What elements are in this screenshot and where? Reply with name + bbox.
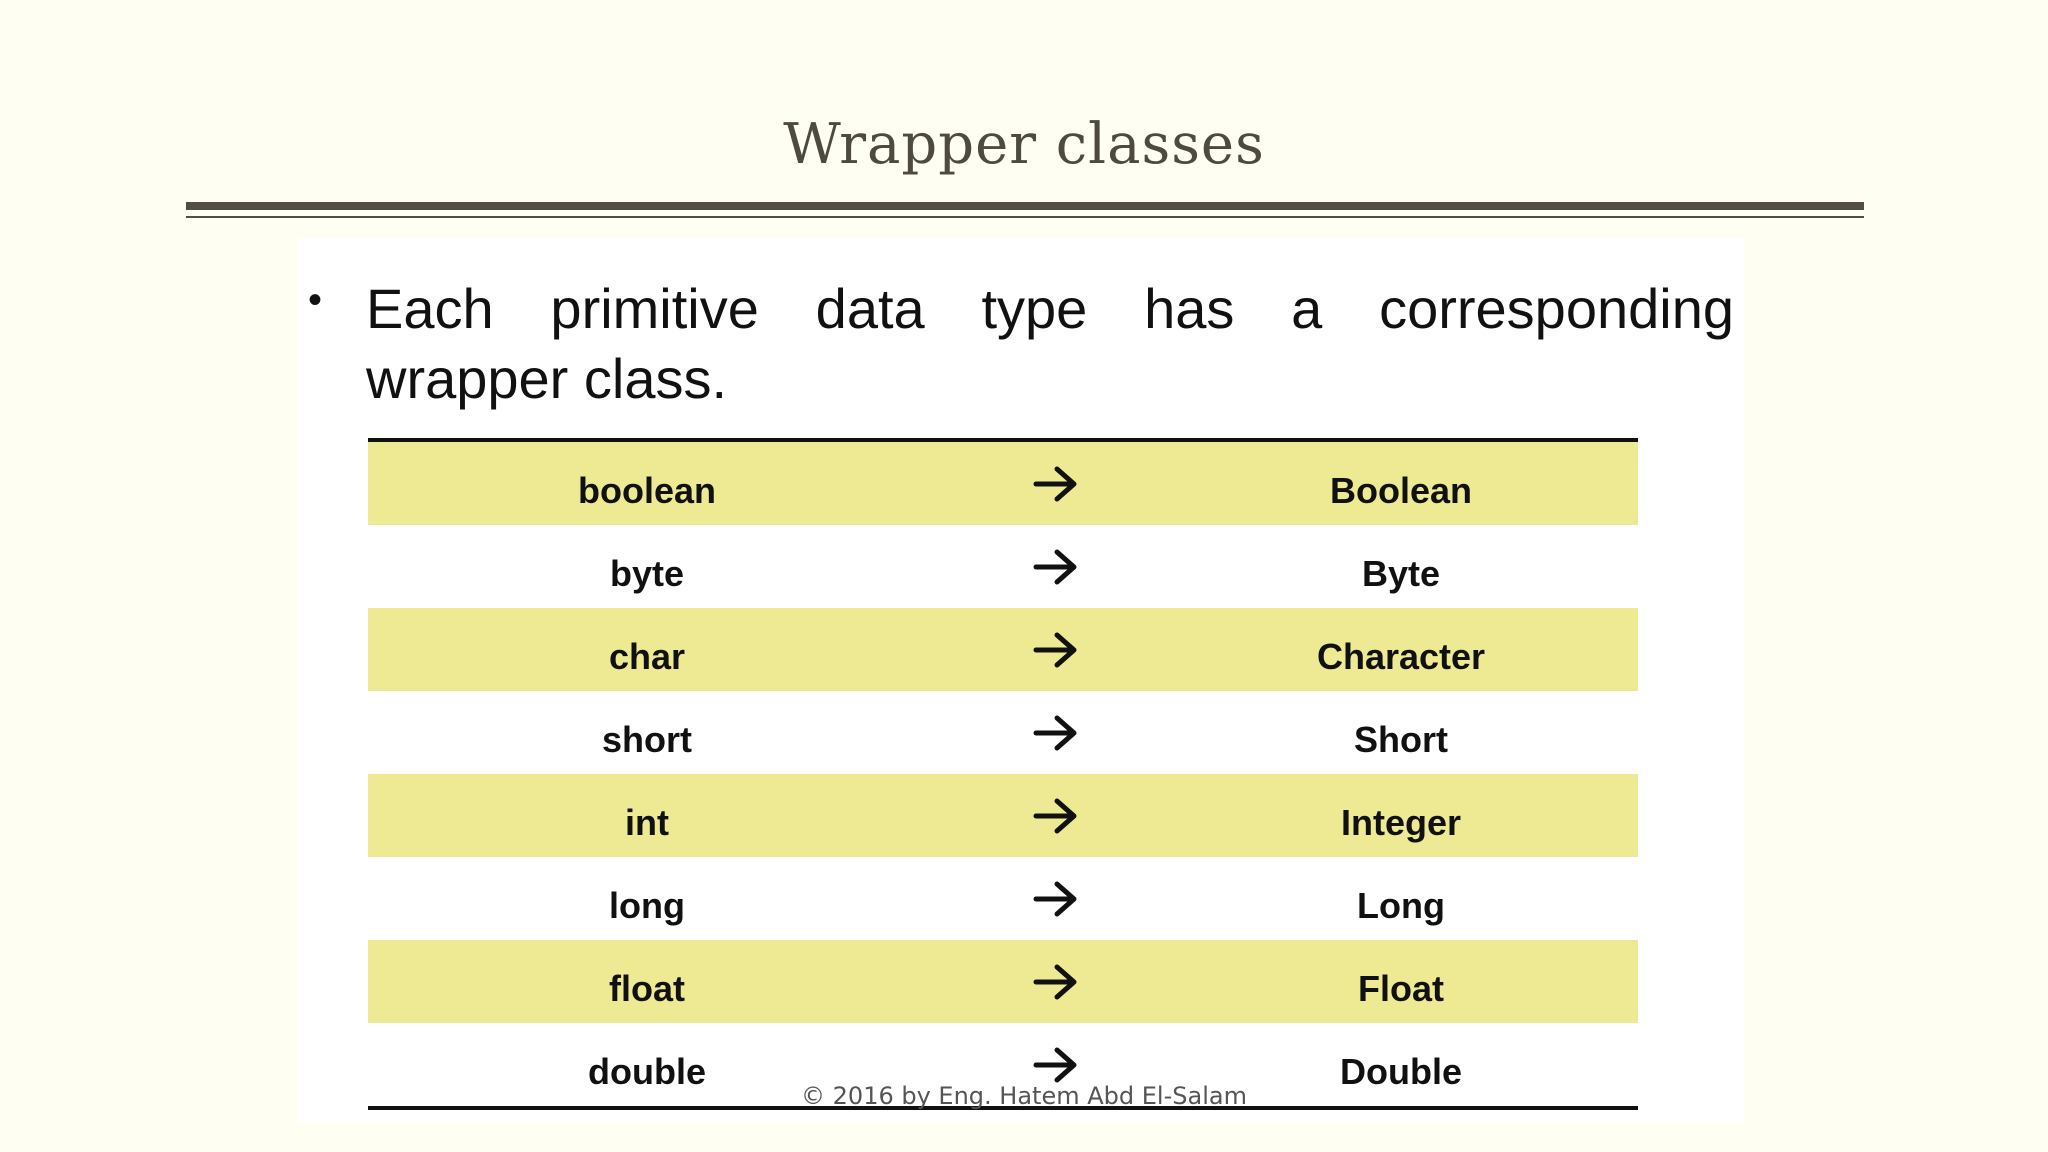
title-divider-thick bbox=[186, 202, 1864, 210]
primitive-type-cell: double bbox=[588, 1051, 706, 1092]
wrapper-class-cell: Integer bbox=[1340, 802, 1462, 843]
table-row bbox=[368, 857, 1638, 940]
slide-title: Wrapper classes bbox=[783, 112, 1265, 177]
primitive-type-cell: boolean bbox=[577, 470, 716, 511]
bullet-text-line-1: Each primitive data type has a corresponding bbox=[366, 277, 1734, 340]
primitive-type-cell: float bbox=[609, 968, 685, 1009]
copyright-footer: © 2016 by Eng. Hatem Abd El-Salam bbox=[801, 1082, 1247, 1110]
right-arrow-icon bbox=[906, 1023, 1206, 1085]
table-row bbox=[368, 940, 1638, 1023]
wrapper-classes-table bbox=[368, 438, 1638, 1110]
wrapper-class-cell: Double bbox=[1340, 1051, 1462, 1092]
right-arrow-icon bbox=[906, 857, 1206, 919]
wrapper-class-cell: Float bbox=[1358, 968, 1444, 1009]
right-arrow-icon bbox=[906, 525, 1206, 587]
table-row bbox=[368, 525, 1638, 608]
wrapper-class-cell: Boolean bbox=[1329, 470, 1472, 511]
wrapper-class-cell: Byte bbox=[1361, 553, 1441, 594]
wrapper-class-cell: Character bbox=[1316, 636, 1486, 677]
table-row bbox=[368, 608, 1638, 691]
right-arrow-icon bbox=[906, 691, 1206, 753]
right-arrow-icon bbox=[906, 774, 1206, 836]
bullet-text-line-2: wrapper class. bbox=[366, 347, 728, 410]
wrapper-class-cell: Long bbox=[1357, 885, 1445, 926]
table-row bbox=[368, 691, 1638, 774]
bullet-point-icon: • bbox=[308, 278, 323, 322]
primitive-type-cell: short bbox=[602, 719, 692, 760]
primitive-type-cell: byte bbox=[609, 553, 685, 594]
primitive-type-cell: char bbox=[608, 636, 686, 677]
wrapper-class-cell: Short bbox=[1354, 719, 1448, 760]
primitive-type-cell: int bbox=[625, 802, 669, 843]
table-row bbox=[368, 774, 1638, 857]
table-row bbox=[368, 442, 1638, 525]
right-arrow-icon bbox=[906, 608, 1206, 670]
title-divider-thin bbox=[186, 216, 1864, 218]
right-arrow-icon bbox=[906, 442, 1206, 504]
primitive-type-cell: long bbox=[609, 885, 685, 926]
right-arrow-icon bbox=[906, 940, 1206, 1002]
